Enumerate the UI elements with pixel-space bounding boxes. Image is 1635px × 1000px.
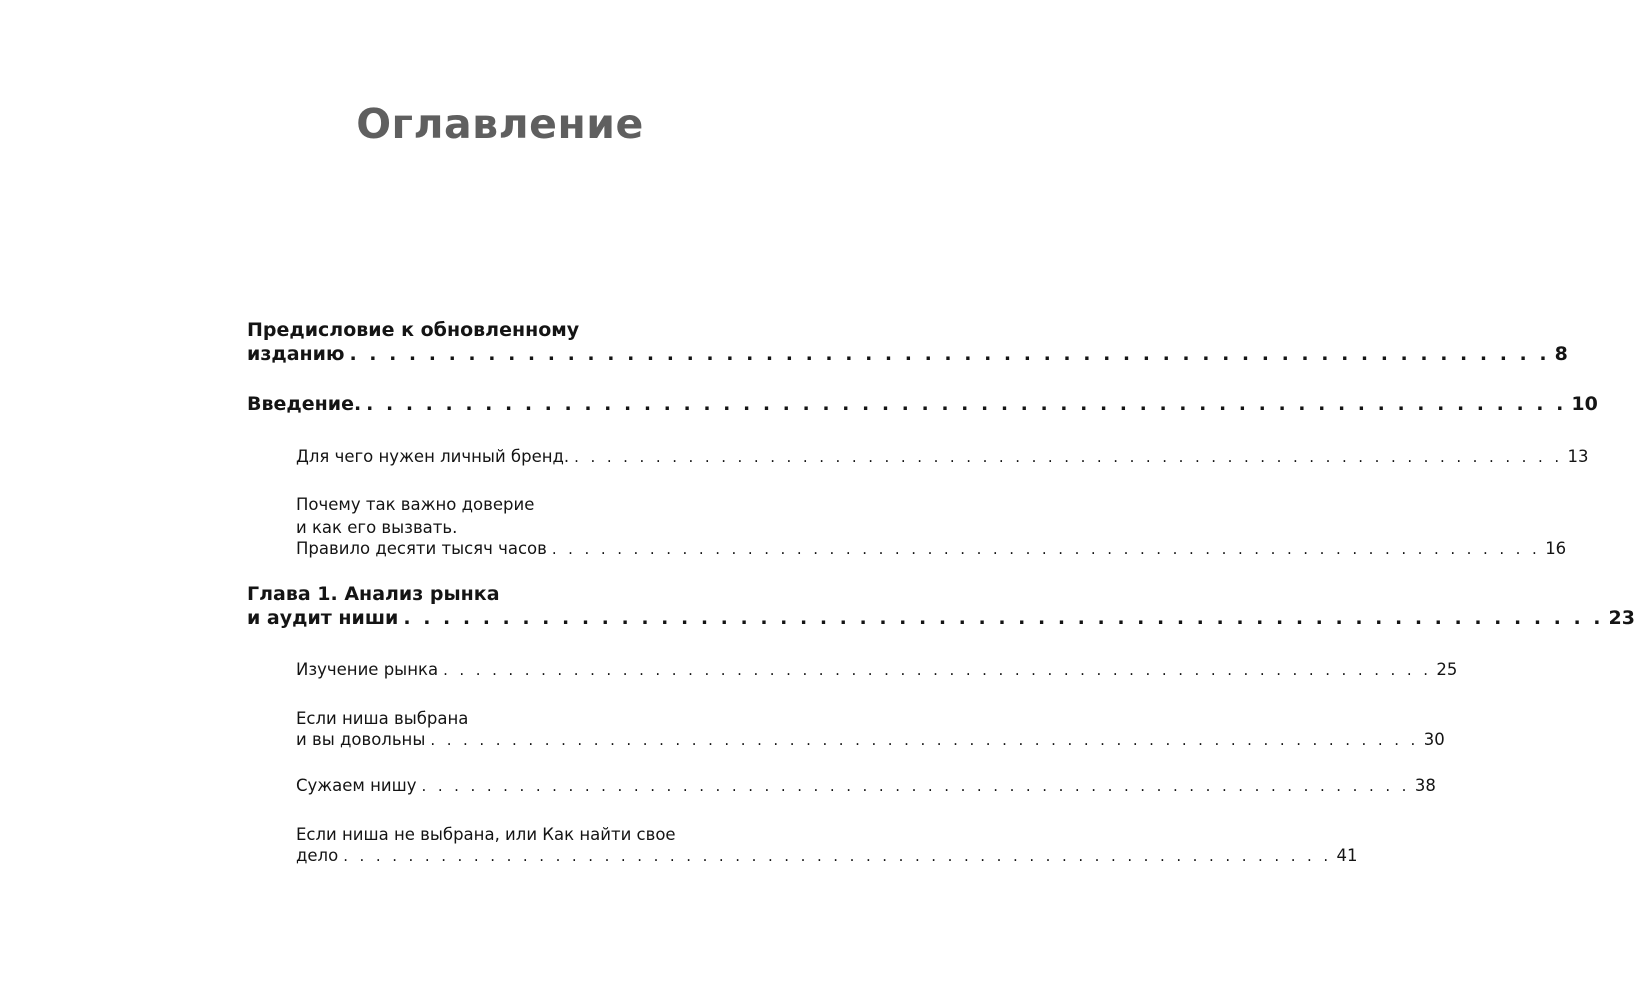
toc-entry-trust[interactable] <box>296 493 1567 558</box>
toc-entry-line: Глава 1. Анализ рынка <box>247 583 500 605</box>
toc-entry-line: Предисловие к обновленному <box>247 319 580 341</box>
dot-leader: . . . . . . . . . . . . . . . . . . . . . . . . . . . . . . . . . . . . . . . . . . . . . . . . . . . . . . . . . . . . . <box>421 777 1410 795</box>
toc-entry-introduction[interactable] <box>247 393 1598 415</box>
toc-entry-title: дело <box>296 846 339 865</box>
page-number: 16 <box>1545 539 1567 558</box>
toc-entry-market-study[interactable] <box>296 660 1458 679</box>
page-number: 13 <box>1567 447 1589 466</box>
toc-entry-line: Если ниша не выбрана, или Как найти свое <box>296 825 676 844</box>
toc-entry-title: Введение. <box>247 393 362 415</box>
toc-entry-line: Если ниша выбрана <box>296 709 469 728</box>
toc-entry-line: Почему так важно доверие <box>296 495 535 514</box>
page-number: 30 <box>1423 730 1445 749</box>
toc-entry-chapter-1[interactable] <box>247 582 1635 629</box>
page-number: 25 <box>1436 660 1458 679</box>
dot-leader: . . . . . . . . . . . . . . . . . . . . . . . . . . . . . . . . . . . . . . . . . . . . . . . . . . . . . . . . . . . . . <box>403 607 1604 629</box>
page-number: 10 <box>1571 393 1598 415</box>
page-number: 41 <box>1336 846 1358 865</box>
dot-leader: . . . . . . . . . . . . . . . . . . . . . . . . . . . . . . . . . . . . . . . . . . . . . . . . . . . . . . . . . . . . . <box>343 847 1332 865</box>
dot-leader: . . . . . . . . . . . . . . . . . . . . . . . . . . . . . . . . . . . . . . . . . . . . . . . . . . . . . . . . . . . . . <box>349 343 1550 365</box>
toc-entry-title: Сужаем нишу <box>296 776 417 795</box>
page-title: Оглавление <box>356 100 644 148</box>
toc-entry-niche-chosen[interactable] <box>296 707 1445 749</box>
page-number: 23 <box>1608 607 1635 629</box>
toc-entry-preface[interactable] <box>247 318 1568 365</box>
toc-entry-title: Изучение рынка <box>296 660 439 679</box>
page-number: 8 <box>1554 343 1568 365</box>
dot-leader: . . . . . . . . . . . . . . . . . . . . . . . . . . . . . . . . . . . . . . . . . . . . . . . . . . . . . . . . . . . . . <box>551 540 1541 558</box>
page-number: 38 <box>1414 776 1436 795</box>
toc-entry-narrow-niche[interactable] <box>296 776 1436 795</box>
dot-leader: . . . . . . . . . . . . . . . . . . . . . . . . . . . . . . . . . . . . . . . . . . . . . . . . . . . . . . . . . . . . . <box>366 393 1567 415</box>
toc-entry-line: и как его вызвать. <box>296 518 458 537</box>
toc-entry-title: и аудит ниши <box>247 607 399 629</box>
toc-entry-title: Правило десяти тысяч часов <box>296 539 547 558</box>
dot-leader: . . . . . . . . . . . . . . . . . . . . . . . . . . . . . . . . . . . . . . . . . . . . . . . . . . . . . . . . . . . . . <box>443 661 1432 679</box>
toc-entry-title: изданию <box>247 343 345 365</box>
toc-entry-niche-not-chosen[interactable] <box>296 823 1358 865</box>
dot-leader: . . . . . . . . . . . . . . . . . . . . . . . . . . . . . . . . . . . . . . . . . . . . . . . . . . . . . . . . . . . . . <box>430 731 1419 749</box>
toc-entry-title: и вы довольны <box>296 730 426 749</box>
toc-entry-title: Для чего нужен личный бренд. <box>296 447 570 466</box>
dot-leader: . . . . . . . . . . . . . . . . . . . . . . . . . . . . . . . . . . . . . . . . . . . . . . . . . . . . . . . . . . . . . <box>574 448 1563 466</box>
toc-entry-personal-brand[interactable] <box>296 447 1589 466</box>
